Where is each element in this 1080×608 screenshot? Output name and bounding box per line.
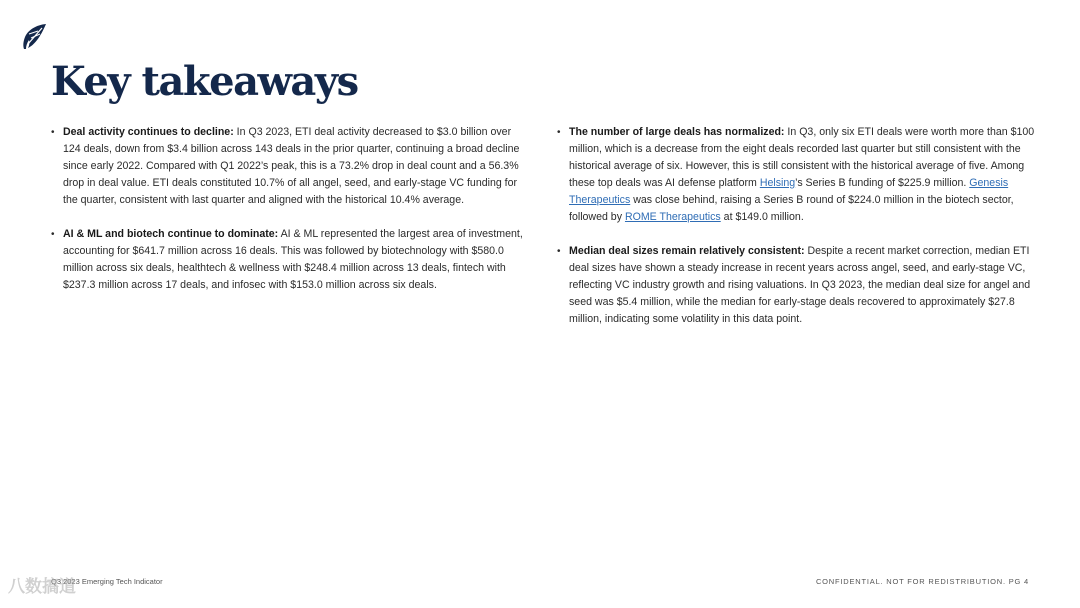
takeaway-body: In Q3 2023, ETI deal activity decreased to $3.0 billion over 124 deals, down from $3.4 billion across 143 deals in the prior quarter, continuing a broad decline since early 2022. Compared with Q1 2022’s peak, this is a 73.2% drop in deal count and a 56.3% drop in deal value. ETI deals constituted 10.7% of all angel, seed, and early-stage VC funding for the quarter, consistent with last quarter and aligned with the historical 10.4% average. [63, 126, 520, 206]
takeaway-deal-activity [51, 124, 526, 209]
takeaway-median-deal-sizes [557, 243, 1035, 328]
takeaway-heading: The number of large deals has normalized: [569, 126, 785, 138]
bullet-marker: • [51, 229, 55, 240]
rome-therapeutics-link[interactable]: ROME Therapeutics [624, 211, 721, 223]
takeaway-heading: Median deal sizes remain relatively consistent: [569, 245, 805, 257]
takeaway-body: In Q3, only six ETI deals were worth more than $100 million, which is a decrease from the eight deals recorded last quarter but still consistent with the historical average of six. However, this is still consistent with the historical average of five. Among these top deals was AI defense platform [569, 126, 1035, 189]
footer-confidential-page: CONFIDENTIAL. NOT FOR REDISTRIBUTION. PG 4 [815, 577, 1029, 586]
genesis-therapeutics-link[interactable]: Genesis Therapeutics [569, 177, 1009, 206]
right-column [557, 124, 1035, 345]
page-title: Key takeaways [51, 58, 358, 105]
bullet-marker: • [557, 246, 561, 257]
takeaway-large-deals [557, 124, 1035, 226]
watermark: 八数搞道 [8, 577, 76, 596]
helsing-link[interactable]: Helsing [759, 177, 796, 189]
takeaway-body: ’s Series B funding of $225.9 million. [795, 177, 970, 189]
takeaway-heading: AI & ML and biotech continue to dominate: [63, 228, 279, 240]
takeaway-heading: Deal activity continues to decline: [63, 126, 234, 138]
takeaway-body: at $149.0 million. [720, 211, 804, 223]
takeaway-body: Despite a recent market correction, median ETI deal sizes have shown a steady increase in recent years across angel, seed, and early-stage VC, reflecting VC industry growth and rising valuations. In Q3 2023, the median deal size for angel and seed was $5.4 million, while the median for early-stage deals recovered to approximately $27.8 million, indicating some volatility in this data point. [569, 245, 1031, 325]
takeaway-body: AI & ML represented the largest area of investment, accounting for $641.7 million across 16 deals. This was followed by biotechnology with $580.0 million across six deals, healthtech & wellness with $248.4 million across 13 deals, fintech with $237.3 million across 17 deals, and infosec with $153.0 million across six deals. [63, 228, 523, 291]
bullet-marker: • [557, 127, 561, 138]
left-column [51, 124, 526, 311]
feather-logo-icon [20, 22, 48, 50]
bullet-marker: • [51, 127, 55, 138]
takeaway-ai-ml-biotech [51, 226, 526, 294]
takeaway-body: was close behind, raising a Series B round of $224.0 million in the biotech sector, followed by [569, 194, 1014, 223]
footer-report-name: Q3 2023 Emerging Tech Indicator [51, 577, 163, 586]
